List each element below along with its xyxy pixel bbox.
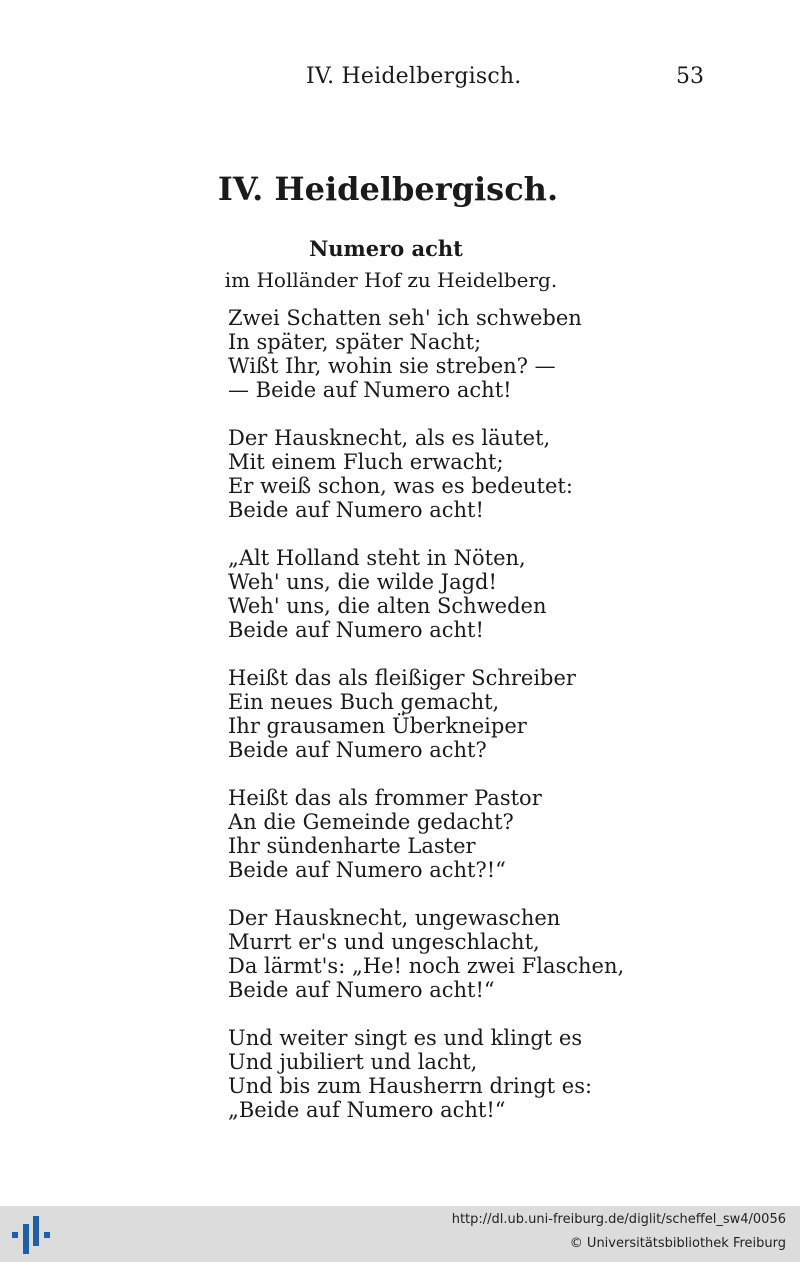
verse-line: „Alt Holland steht in Nöten,	[228, 546, 526, 570]
verse-line: Und weiter singt es und klingt es	[228, 1026, 583, 1050]
verse-line: Ein neues Buch gemacht,	[228, 690, 500, 714]
verse-line: Der Hausknecht, als es läutet,	[228, 426, 551, 450]
verse-line: — Beide auf Numero acht!	[228, 378, 512, 402]
stanza	[228, 546, 648, 642]
verse-line: Wißt Ihr, wohin sie streben? —	[228, 354, 556, 378]
verse-line: Beide auf Numero acht!	[228, 498, 484, 522]
verse-line: Der Hausknecht, ungewaschen	[228, 906, 561, 930]
source-url-link[interactable]: http://dl.ub.uni-freiburg.de/diglit/scheffel_sw4/0056	[451, 1212, 786, 1227]
verse-line: Weh' uns, die wilde Jagd!	[228, 570, 497, 594]
stanza	[228, 906, 648, 1002]
section-title: IV. Heidelbergisch.	[217, 170, 559, 208]
verse-line: Ihr sündenharte Laster	[228, 834, 476, 858]
stanza	[228, 786, 648, 882]
verse-line: Mit einem Fluch erwacht;	[228, 450, 504, 474]
verse-line: Beide auf Numero acht?	[228, 738, 487, 762]
verse-line: Murrt er's und ungeschlacht,	[228, 930, 540, 954]
stanza	[228, 1026, 648, 1122]
verse-line: Beide auf Numero acht!“	[228, 978, 495, 1002]
verse-line: Heißt das als fleißiger Schreiber	[228, 666, 576, 690]
verse-line: Beide auf Numero acht!	[228, 618, 484, 642]
copyright-text: © Universitätsbibliothek Freiburg	[569, 1236, 786, 1251]
stanza	[228, 666, 648, 762]
verse-line: Er weiß schon, was es bedeutet:	[228, 474, 573, 498]
footer-bar	[0, 1206, 800, 1262]
library-logo-icon	[10, 1214, 52, 1256]
verse-line: Da lärmt's: „He! noch zwei Flaschen,	[228, 954, 625, 978]
poem-subtitle: im Holländer Hof zu Heidelberg.	[224, 268, 558, 292]
verse-line: Beide auf Numero acht?!“	[228, 858, 506, 882]
verse-line: „Beide auf Numero acht!“	[228, 1098, 506, 1122]
stanza	[228, 426, 648, 522]
poem-title: Numero acht	[309, 236, 463, 261]
page-number: 53	[676, 64, 704, 89]
running-head	[0, 64, 800, 100]
running-title: IV. Heidelbergisch.	[306, 64, 522, 89]
stanza	[228, 306, 648, 402]
verse-line: Zwei Schatten seh' ich schweben	[228, 306, 582, 330]
verse-line: Weh' uns, die alten Schweden	[228, 594, 547, 618]
verse-line: Und jubiliert und lacht,	[228, 1050, 478, 1074]
verse-line: In später, später Nacht;	[228, 330, 482, 354]
verse-line: Und bis zum Hausherrn dringt es:	[228, 1074, 593, 1098]
verse-line: Heißt das als frommer Pastor	[228, 786, 542, 810]
verse-line: An die Gemeinde gedacht?	[228, 810, 514, 834]
poem-body	[228, 306, 648, 1146]
verse-line: Ihr grausamen Überkneiper	[228, 714, 527, 738]
